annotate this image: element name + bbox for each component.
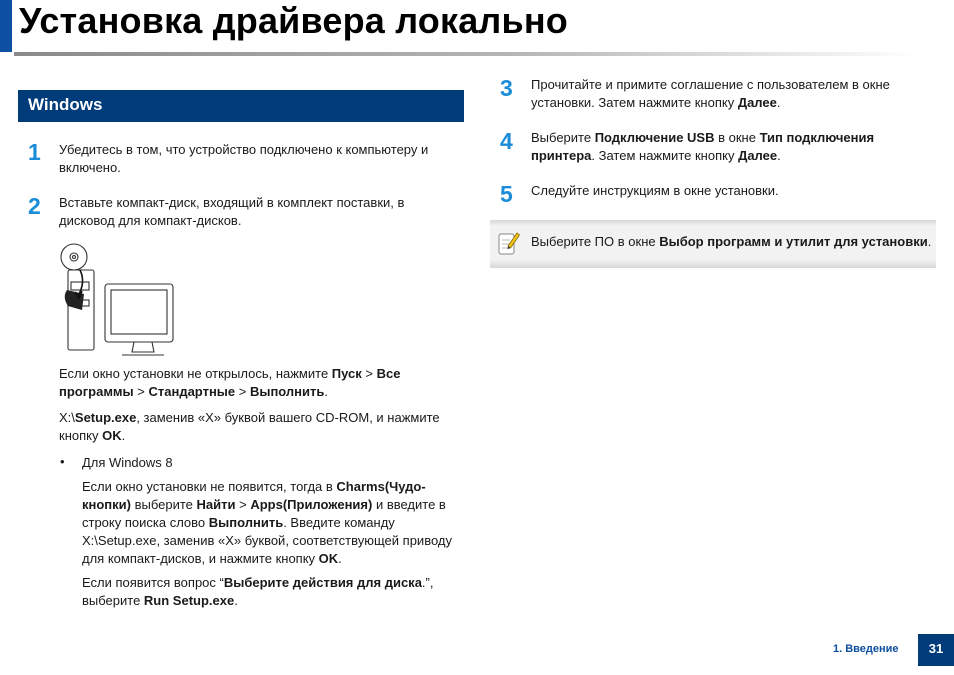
step-text-4: Выберите Подключение USB в окне Тип подключения принтера. Затем нажмите кнопку Далее. [531, 130, 875, 163]
para-windows8-instructions: Если окно установки не появится, тогда в Charms(Чудо-кнопки) выберите Найти > Apps(Приложения) и введите в строку поиска слово Выполнить. Введите команду X:\Setup.exe, заменив «X» буквой, соответствующей приводу для компакт-дисков, и нажмите кнопку OK. [82, 479, 452, 566]
footer-chapter-link[interactable]: 1. Введение [833, 643, 899, 655]
title-accent-bar [0, 0, 12, 52]
note-box [490, 220, 936, 268]
note-text: Выберите ПО в окне Выбор программ и утилит для установки. [531, 234, 932, 249]
step-text-3: Прочитайте и примите соглашение с пользователем в окне установки. Затем нажмите кнопку Далее. [531, 77, 890, 110]
note-pencil-icon [498, 230, 520, 256]
cd-disc-outer [61, 244, 87, 270]
page-title: Установка драйвера локально [19, 0, 568, 41]
bullet-windows8-label: Для Windows 8 [82, 455, 173, 470]
step-number-4: 4 [500, 128, 513, 154]
step-text-5: Следуйте инструкциям в окне установки. [531, 183, 779, 198]
para-run-instructions: Если окно установки не открылось, нажмите Пуск > Все программы > Стандартные > Выполнить. [59, 366, 401, 399]
step-number-1: 1 [28, 139, 41, 165]
step-number-3: 3 [500, 75, 513, 101]
cd-insert-illustration [58, 242, 176, 360]
step-text-1: Убедитесь в том, что устройство подключено к компьютеру и включено. [59, 142, 429, 175]
section-header [18, 90, 464, 122]
page-number-badge: 31 [918, 634, 954, 666]
title-divider [14, 52, 919, 56]
step-text-2: Вставьте компакт-диск, входящий в комплект поставки, в дисковод для компакт-дисков. [59, 195, 405, 228]
para-disk-action: Если появится вопрос “Выберите действия для диска.”, выберите Run Setup.exe. [82, 575, 434, 608]
step-number-2: 2 [28, 193, 41, 219]
para-setup-exe: X:\Setup.exe, заменив «X» буквой вашего CD-ROM, и нажмите кнопку OK. [59, 410, 440, 443]
section-header-label: Windows [28, 95, 103, 114]
cd-disc-hole [70, 253, 78, 261]
bullet-marker: • [60, 454, 65, 469]
step-number-5: 5 [500, 181, 513, 207]
